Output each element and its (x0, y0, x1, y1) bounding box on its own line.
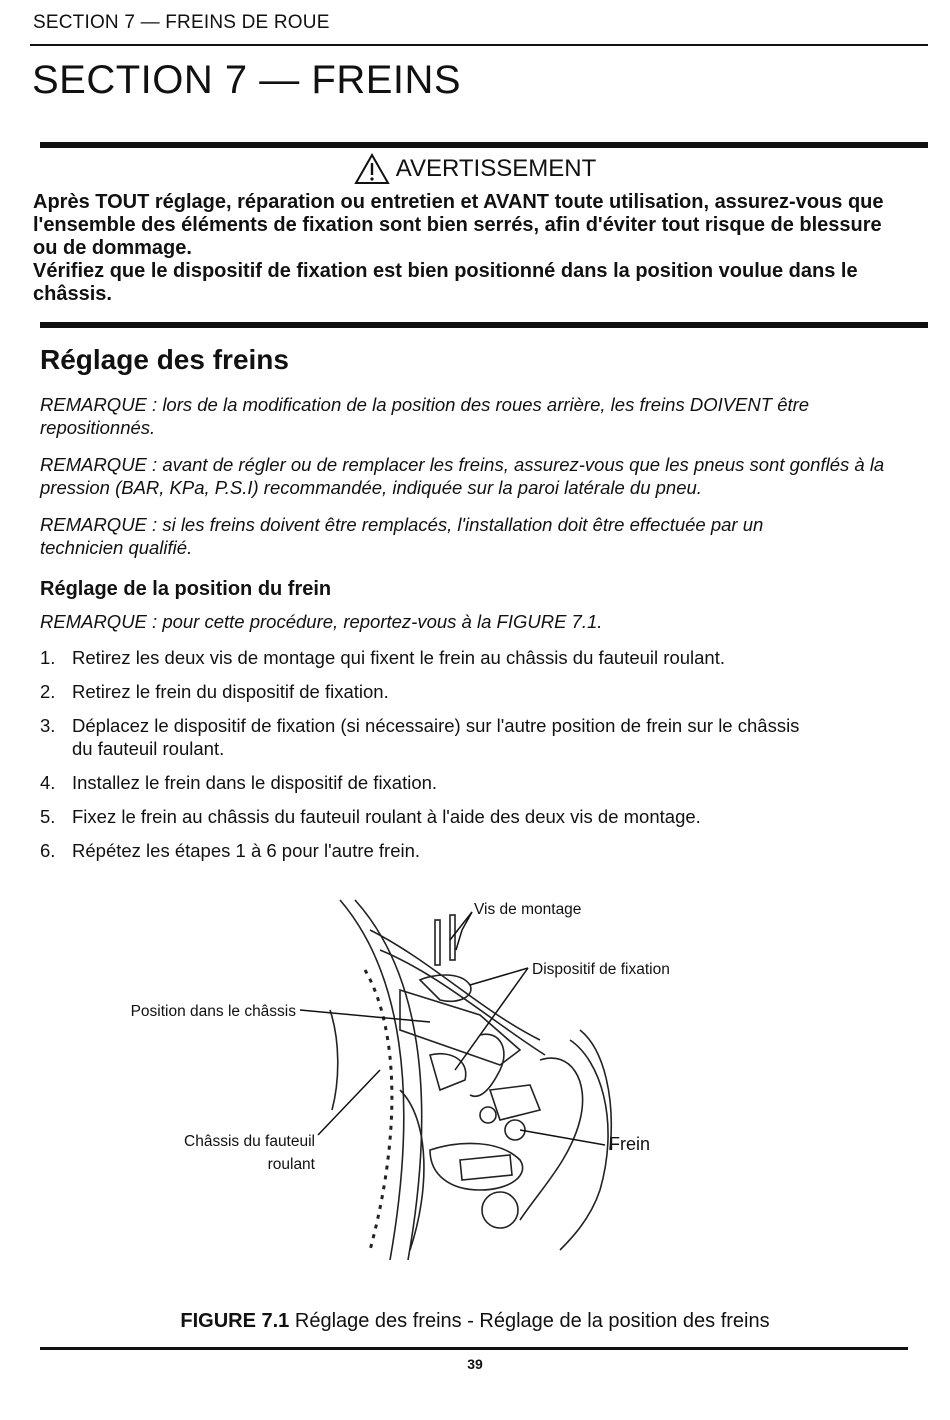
warning-paragraph: Après TOUT réglage, réparation ou entretien et AVANT toute utilisation, assurez-vous que l'ensemble des éléments de fixation sont bien serrés, afin d'éviter tout risque de blessure ou de dommage. (33, 191, 884, 259)
header-divider (30, 44, 928, 46)
warning-title-text: AVERTISSEMENT (395, 155, 597, 182)
label-position-chassis: Position dans le châssis (130, 1003, 296, 1020)
warning-body (33, 191, 903, 306)
label-chassis-line2: roulant (267, 1156, 315, 1173)
warning-paragraph: Vérifiez que le dispositif de fixation est bien positionné dans la position voulue dans le châssis. (33, 260, 858, 305)
procedure-note: REMARQUE : pour cette procédure, reportez-vous à la FIGURE 7.1. (40, 611, 603, 632)
section-title: SECTION 7 — FREINS (32, 58, 462, 102)
callout-lines (300, 912, 605, 1145)
running-header: SECTION 7 — FREINS DE ROUE (33, 12, 330, 33)
procedure-steps (40, 646, 900, 873)
note-paragraph: REMARQUE : avant de régler ou de remplacer les freins, assurez-vous que les pneus sont gonflés à la pression (BAR, KPa, P.S.I) recommandée, indiquée sur la paroi latérale du pneu. (40, 454, 885, 498)
label-frein: Frein (609, 1134, 651, 1154)
label-vis-de-montage: Vis de montage (474, 901, 582, 918)
warning-triangle-icon (354, 153, 390, 185)
list-item: 2. Retirez le frein du dispositif de fixation. (40, 681, 389, 702)
figure-number: FIGURE 7.1 (180, 1310, 290, 1332)
warning-title (0, 153, 950, 185)
procedure-title: Réglage de la position du frein (40, 578, 332, 600)
subsection-title: Réglage des freins (40, 344, 289, 375)
warning-bottom-rule (40, 322, 928, 328)
note-paragraph: REMARQUE : si les freins doivent être remplacés, l'installation doit être effectuée par un technicien qualifié. (40, 514, 764, 558)
figure-caption-text: Réglage des freins - Réglage de la position des freins (294, 1310, 770, 1332)
list-item: 5. Fixez le frein au châssis du fauteuil roulant à l'aide des deux vis de montage. (40, 806, 701, 827)
list-item: 4. Installez le frein dans le dispositif de fixation. (40, 772, 438, 793)
list-item: 3. Déplacez le dispositif de fixation (si nécessaire) sur l'autre position de frein sur le châssis du fauteuil roulant. (40, 715, 800, 759)
label-chassis-line1: Châssis du fauteuil (184, 1133, 315, 1150)
warning-top-rule (40, 142, 928, 148)
list-item: 1. Retirez les deux vis de montage qui fixent le frein au châssis du fauteuil roulant. (40, 647, 726, 668)
brake-diagram (100, 890, 820, 1270)
page-number: 39 (467, 1356, 483, 1372)
label-dispositif-de-fixation: Dispositif de fixation (532, 961, 670, 978)
footer-divider (40, 1347, 908, 1350)
wheel-and-frame-drawing (330, 900, 611, 1260)
list-item: 6. Répétez les étapes 1 à 6 pour l'autre frein. (40, 840, 421, 861)
figure-caption (0, 1310, 950, 1333)
note-paragraph: REMARQUE : lors de la modification de la position des roues arrière, les freins DOIVENT être repositionnés. (40, 394, 810, 438)
